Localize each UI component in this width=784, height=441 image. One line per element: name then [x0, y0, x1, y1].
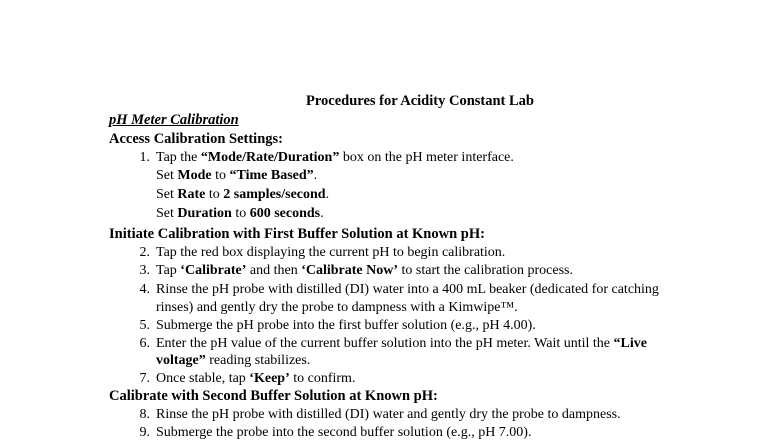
step-emphasis: ‘Keep’	[249, 371, 290, 386]
step-text: to start the calibration process.	[398, 263, 573, 278]
step-number: 1.	[139, 150, 150, 165]
section-title: pH Meter Calibration	[109, 112, 239, 128]
step-text: .	[313, 168, 318, 183]
step-emphasis: voltage”	[156, 353, 206, 368]
step-number: 6.	[139, 336, 150, 351]
step-text: Once stable, tap	[156, 371, 250, 386]
step-number: 5.	[139, 318, 150, 333]
step-text: Set	[156, 168, 178, 183]
step-text: .	[320, 206, 324, 221]
step-text: Rinse the pH probe with distilled (DI) water and gently dry the probe to dampness.	[156, 407, 621, 422]
step-line	[156, 282, 659, 298]
step-text: Tap the red box displaying the current pH to begin calibration.	[156, 245, 506, 260]
step-line	[156, 168, 317, 184]
heading-second-buffer: Calibrate with Second Buffer Solution at Known pH:	[109, 388, 438, 404]
step-line	[156, 187, 329, 203]
step-number: 4.	[139, 282, 150, 297]
step-line	[156, 206, 324, 222]
step-line	[156, 245, 505, 261]
step-text: .	[325, 187, 330, 202]
step-text: Submerge the pH probe into the first buffer solution (e.g., pH 4.00).	[156, 318, 536, 333]
step-emphasis: Mode	[177, 168, 212, 183]
step-emphasis: “Time Based”	[229, 168, 314, 183]
step-emphasis: ‘Calibrate Now’	[301, 263, 399, 278]
step-emphasis: 2 samples/second	[223, 187, 326, 202]
step-number: 9.	[139, 425, 150, 440]
step-line	[156, 353, 310, 369]
step-emphasis: Duration	[177, 206, 232, 221]
step-text: Set	[156, 187, 178, 202]
step-emphasis: 600 seconds	[249, 206, 321, 221]
step-number: 2.	[139, 245, 150, 260]
step-text: Enter the pH value of the current buffer solution into the pH meter. Wait until the	[156, 336, 614, 351]
document-title: Procedures for Acidity Constant Lab	[306, 93, 534, 109]
step-text: Tap the	[156, 150, 201, 165]
step-emphasis: “Mode/Rate/Duration”	[200, 150, 340, 165]
step-line	[156, 263, 573, 279]
step-text: Rinse the pH probe with distilled (DI) water into a 400 mL beaker (dedicated for catching	[156, 282, 659, 297]
step-number: 3.	[139, 263, 150, 278]
heading-initiate-calibration: Initiate Calibration with First Buffer Solution at Known pH:	[109, 226, 485, 242]
step-line	[156, 336, 647, 352]
step-text: to confirm.	[289, 371, 356, 386]
step-line	[156, 318, 536, 334]
step-text: Tap	[156, 263, 181, 278]
step-text: reading stabilizes.	[205, 353, 311, 368]
step-number: 7.	[139, 371, 150, 386]
step-text: to	[205, 187, 224, 202]
step-emphasis: Rate	[177, 187, 206, 202]
step-line	[156, 300, 518, 316]
step-line	[156, 425, 531, 441]
step-text: Set	[156, 206, 178, 221]
step-number: 8.	[139, 407, 150, 422]
step-text: and then	[246, 263, 302, 278]
step-emphasis: “Live	[613, 336, 647, 351]
step-text: to	[211, 168, 230, 183]
step-text: box on the pH meter interface.	[339, 150, 514, 165]
step-emphasis: ‘Calibrate’	[180, 263, 247, 278]
step-text: to	[231, 206, 250, 221]
step-text: rinses) and gently dry the probe to dampness with a Kimwipe™.	[156, 300, 518, 315]
step-line	[156, 407, 621, 423]
step-line	[156, 150, 514, 166]
step-text: Submerge the probe into the second buffer solution (e.g., pH 7.00).	[156, 425, 532, 440]
heading-access-calibration: Access Calibration Settings:	[109, 131, 283, 147]
step-line	[156, 371, 355, 387]
